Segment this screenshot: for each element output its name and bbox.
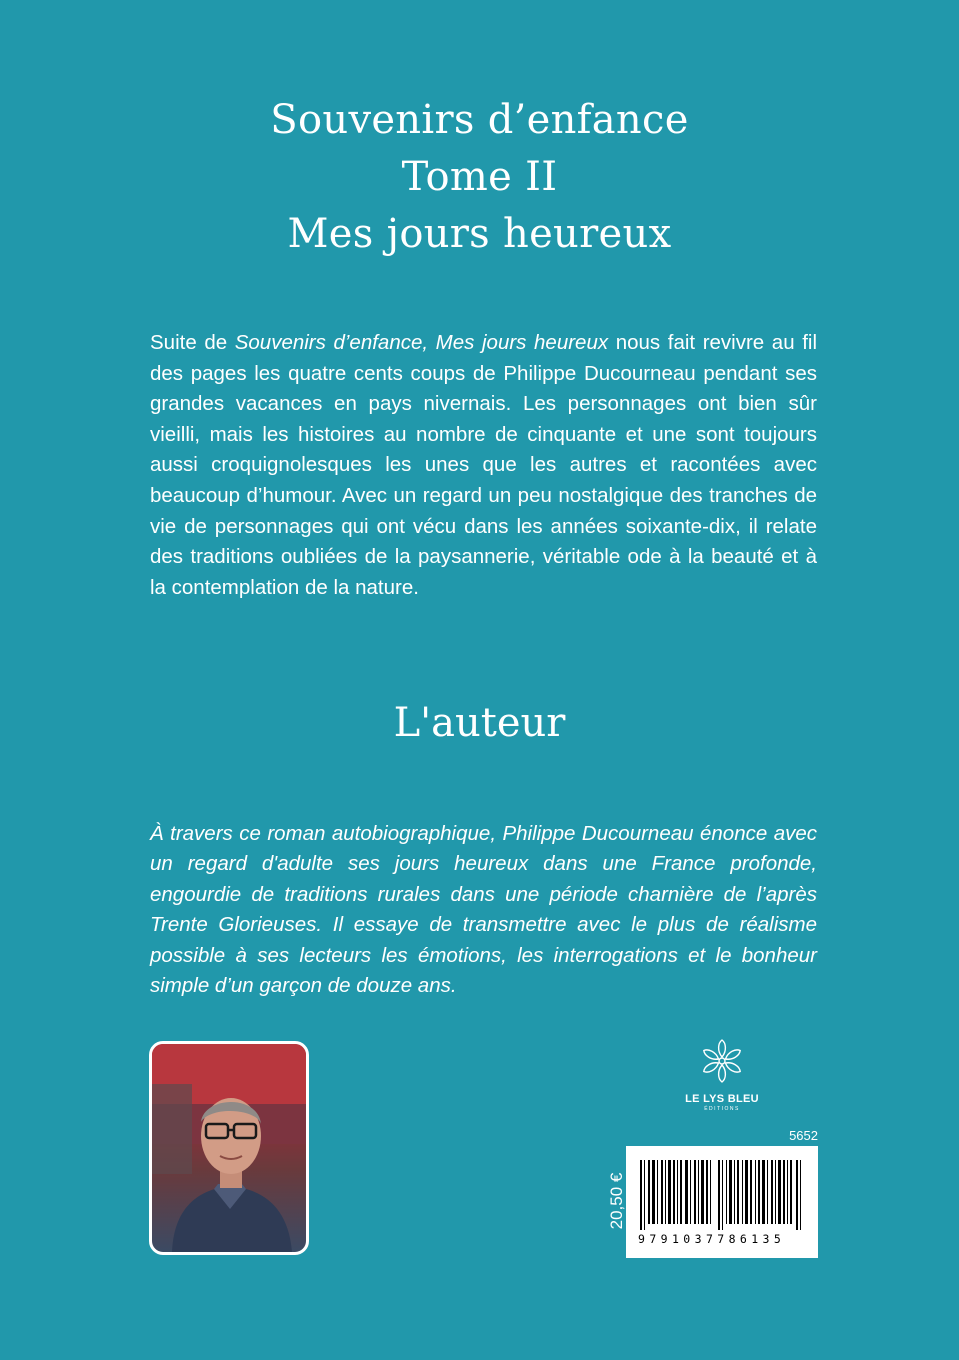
barcode-digits: 9791037786135	[638, 1232, 786, 1246]
synopsis-italic-title: Souvenirs d’enfance, Mes jours heureux	[234, 331, 609, 354]
author-bio: À travers ce roman autobiographique, Philippe Ducourneau énonce avec un regard d'adulte ses jours heureux dans une France profonde, engourdie de traditions rurales dans une période charnière de l’après Trente Glorieuses. Il essaye de transmettre avec le plus de réalisme possible à ses lecteurs les émotions, les interrogations et le bonheur simple d’un garçon de douze ans.	[150, 822, 817, 998]
product-code: 5652	[789, 1128, 818, 1143]
publisher-subtitle: ÉDITIONS	[704, 1106, 740, 1112]
author-portrait-illustration	[152, 1044, 306, 1252]
price-value: 20,50 €	[607, 1172, 626, 1230]
book-title	[0, 92, 959, 263]
publisher-name: LE LYS BLEU	[685, 1093, 759, 1105]
book-title-line-2: Tome II	[401, 154, 558, 200]
synopsis-body: nous fait revivre au fil des pages les quatre cents coups de Philippe Ducourneau pendant ses grandes vacances en pays nivernais. Les personnages ont bien sûr vieilli, mais les histoires au nombre de cinquante et une sont toujours aussi croquignolesques les unes que les autres et racontées avec beaucoup d’humour. Avec un regard un peu nostalgique des tranches de vie de personnages qui ont vécu dans les années soixante-dix, il relate des traditions oubliées de la paysannerie, véritable ode à la beauté et à la contemplation de la nature.	[150, 331, 817, 599]
lily-flower-icon	[699, 1038, 745, 1084]
author-photo	[149, 1041, 309, 1255]
synopsis-paragraph	[150, 328, 817, 603]
barcode	[626, 1146, 818, 1258]
synopsis-intro: Suite de	[150, 331, 235, 354]
barcode-bars	[640, 1160, 806, 1230]
book-title-line-3: Mes jours heureux	[287, 211, 672, 257]
author-heading: L'auteur	[393, 700, 566, 746]
book-title-line-1: Souvenirs d’enfance	[270, 97, 689, 143]
publisher-logo	[672, 1038, 772, 1112]
